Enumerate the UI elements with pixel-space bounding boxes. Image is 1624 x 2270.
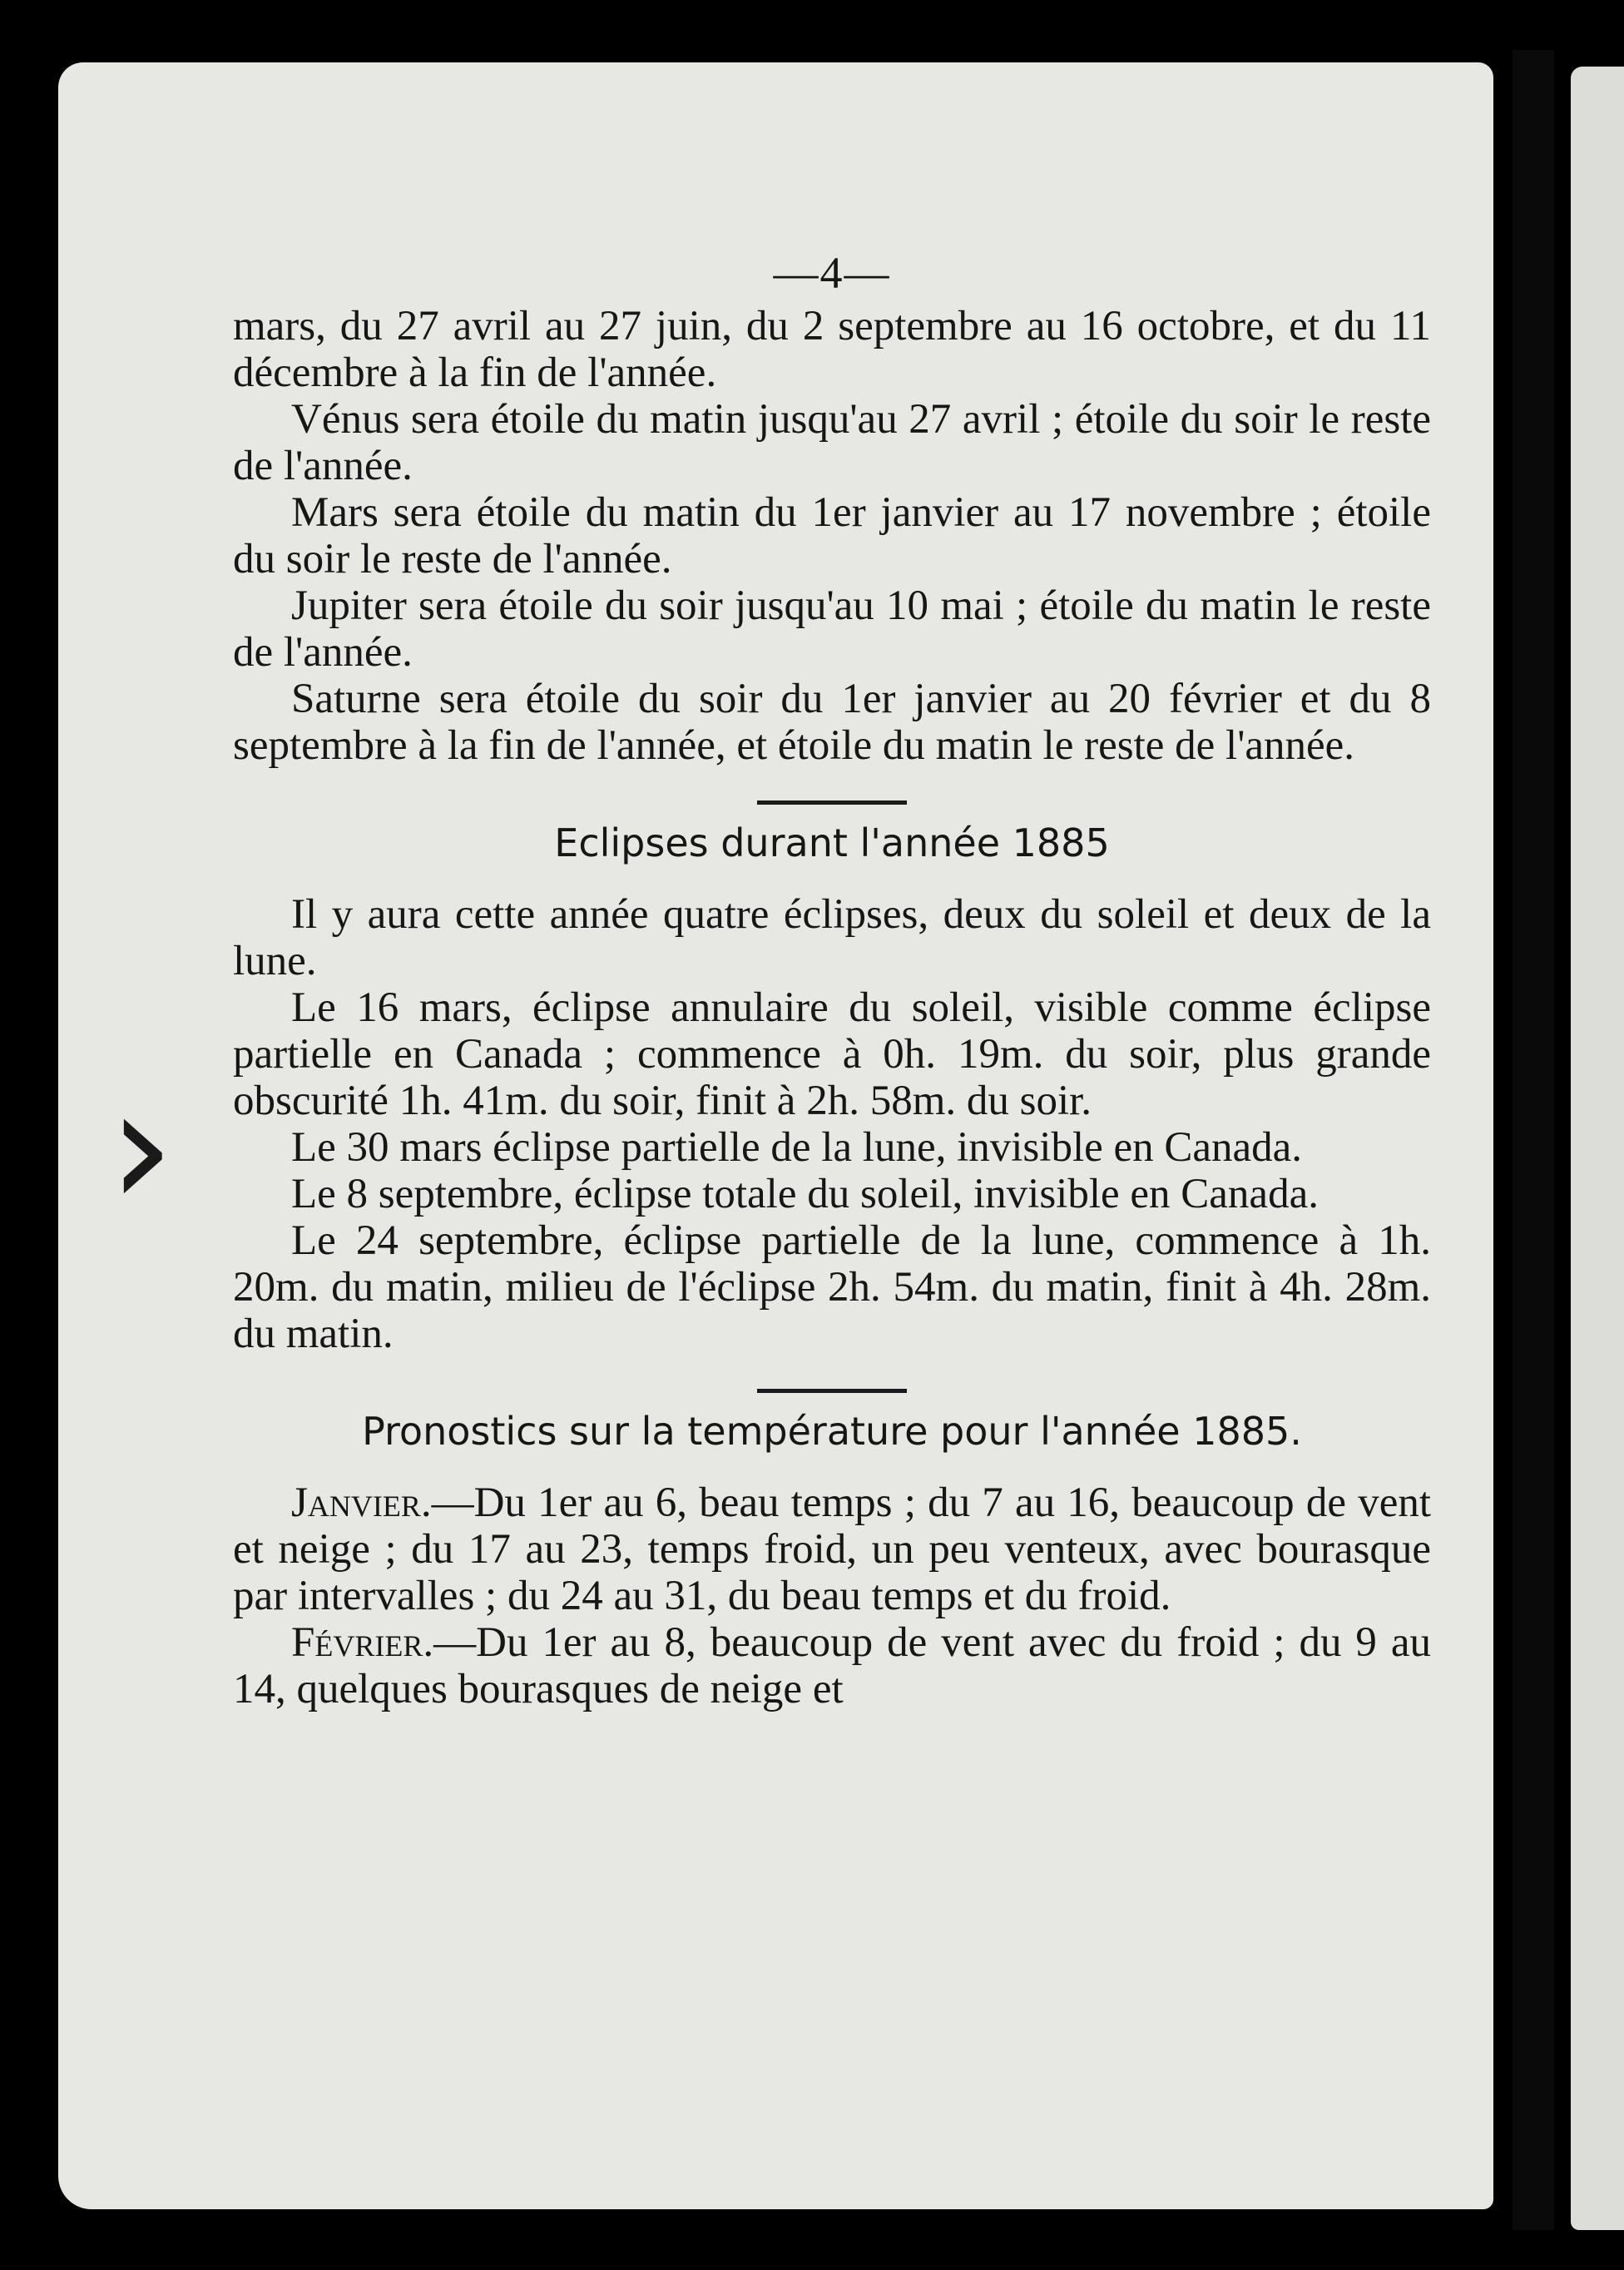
month-label: Février. (291, 1619, 434, 1666)
month-text: —Du 1er au 6, beau temps ; du 7 au 16, beaucoup de vent et neige ; du 17 au 23, temps froid, un peu venteux, avec bourasque par intervalles ; du 24 au 31, du beau temps et du froid. (233, 1479, 1431, 1619)
venus-paragraph: Vénus sera étoile du matin jusqu'au 27 avril ; étoile du soir le reste de l'année. (233, 396, 1431, 489)
jupiter-paragraph: Jupiter sera étoile du soir jusqu'au 10 mai ; étoile du matin le reste de l'année. (233, 582, 1431, 676)
section-divider (757, 1389, 907, 1393)
mars-paragraph: Mars sera étoile du matin du 1er janvier au 17 novembre ; étoile du soir le reste de l'année. (233, 489, 1431, 582)
eclipses-paragraph: Le 8 septembre, éclipse totale du soleil, invisible en Canada. (291, 1171, 1319, 1217)
eclipses-paragraph: Le 30 mars éclipse partielle de la lune, invisible en Canada. (291, 1124, 1303, 1171)
february-forecast (233, 1619, 1431, 1712)
book-gutter (1513, 50, 1554, 2230)
mercury-paragraph-tail: mars, du 27 avril au 27 juin, du 2 septembre au 16 octobre, et du 11 décembre à la fin de l'année. (233, 303, 1431, 396)
month-label: Janvier. (291, 1479, 432, 1526)
right-page-edge (1571, 67, 1624, 2230)
page-number: —4— (773, 248, 891, 298)
saturn-paragraph: Saturne sera étoile du soir du 1er janvier au 20 février et du 8 septembre à la fin de l'année, et étoile du matin le reste de l'année. (233, 676, 1431, 769)
january-forecast (233, 1479, 1431, 1619)
eclipses-paragraph: Le 24 septembre, éclipse partielle de la lune, commence à 1h. 20m. du matin, milieu de l'éclipse 2h. 54m. du matin, finit à 4h. 28m. du matin. (233, 1217, 1431, 1357)
month-text: —Du 1er au 8, beaucoup de vent avec du froid ; du 9 au 14, quelques bourasques de neige et (233, 1619, 1431, 1712)
forecast-heading: Pronostics sur la température pour l'année 1885. (362, 1409, 1302, 1454)
page-text (233, 250, 1431, 1712)
section-divider (757, 800, 907, 805)
eclipses-heading: Eclipses durant l'année 1885 (554, 820, 1110, 865)
page-tab-mark: › (108, 1051, 175, 1245)
eclipses-paragraph: Le 16 mars, éclipse annulaire du soleil, visible comme éclipse partielle en Canada ; commence à 0h. 19m. du soir, plus grande obscurité 1h. 41m. du soir, finit à 2h. 58m. du soir. (233, 984, 1431, 1124)
eclipses-paragraph: Il y aura cette année quatre éclipses, deux du soleil et deux de la lune. (233, 891, 1431, 984)
